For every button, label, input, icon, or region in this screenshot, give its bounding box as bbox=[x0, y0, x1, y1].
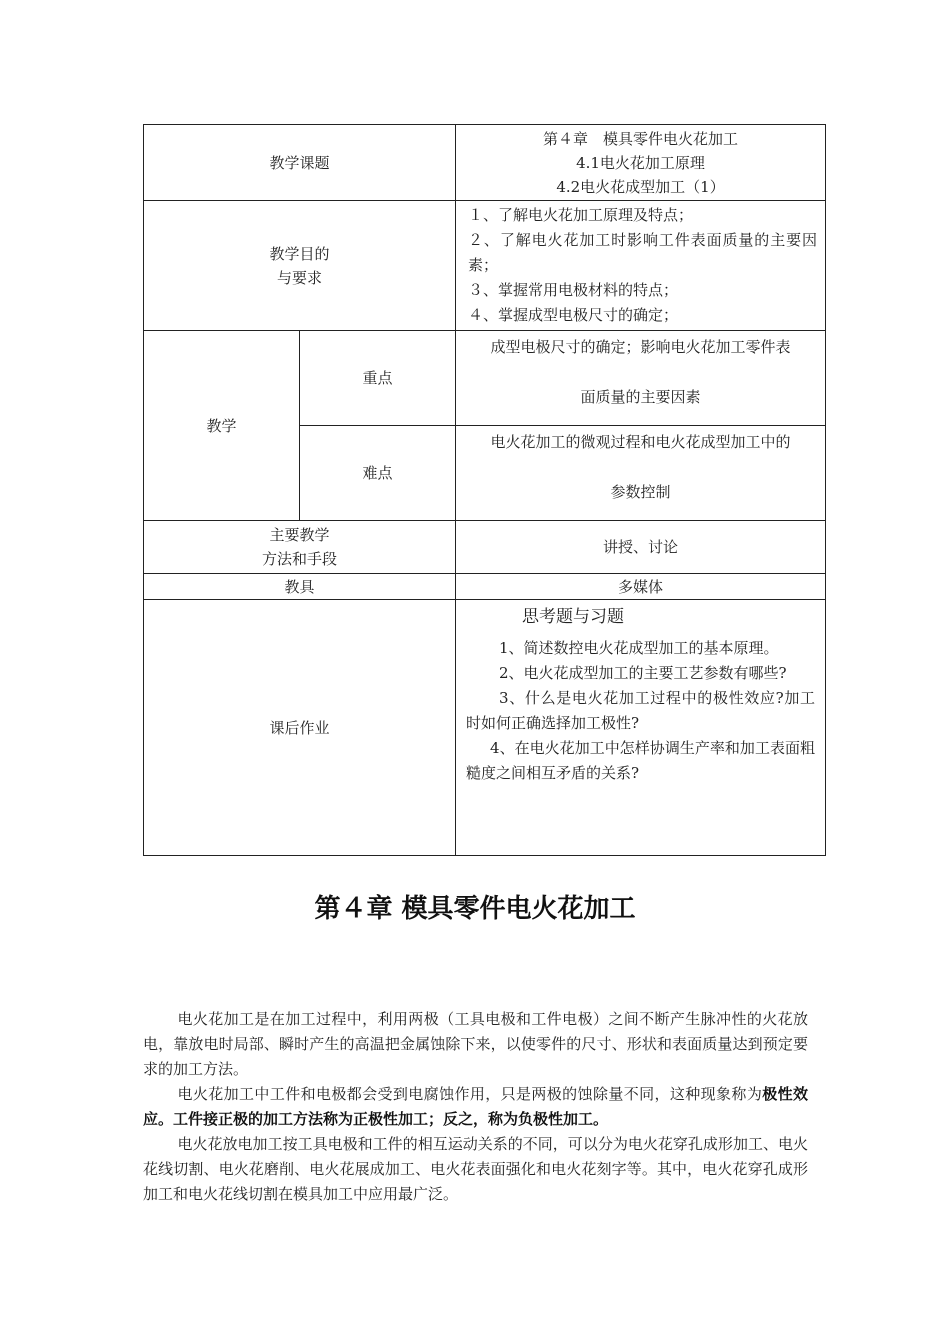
difficult-label: 难点 bbox=[300, 426, 456, 521]
goal-item: ４、掌握成型电极尺寸的确定； bbox=[468, 306, 679, 324]
topic-line: 第４章 模具零件电火花加工 bbox=[543, 129, 739, 148]
tools-row bbox=[144, 574, 826, 600]
homework-item: 4、在电火花加工中怎样协调生产率和加工表面粗糙度之间相互矛盾的关系? bbox=[466, 739, 816, 782]
method-row bbox=[144, 521, 826, 574]
homework-item: 3、什么是电火花加工过程中的极性效应?加工时如何正确选择加工极性? bbox=[466, 689, 816, 732]
polarity-definition: 极性效应。工件接正极的加工方法称为正极性加工；反之，称为负极性加工。 bbox=[143, 1085, 808, 1128]
teaching-label: 教学 bbox=[144, 331, 300, 521]
tools-label: 教具 bbox=[144, 574, 456, 600]
method-label-line: 主要教学 bbox=[269, 526, 330, 544]
difficult-value bbox=[456, 426, 826, 521]
chapter-title: 第４章 模具零件电火花加工 bbox=[314, 894, 636, 924]
topic-value bbox=[456, 125, 826, 201]
difficult-line: 电火花加工的微观过程和电火花成型加工中的 bbox=[490, 433, 791, 451]
goals-label-line: 教学目的 bbox=[269, 244, 330, 263]
key-value bbox=[456, 331, 826, 426]
goal-item: ３、掌握常用电极材料的特点； bbox=[468, 281, 679, 299]
tools-value: 多媒体 bbox=[456, 574, 826, 600]
topic-line: 4.2电火花成型加工（1） bbox=[556, 177, 725, 196]
chapter-body bbox=[143, 1007, 808, 1207]
topic-label: 教学课题 bbox=[144, 125, 456, 201]
lesson-plan-table bbox=[143, 124, 826, 856]
topic-row bbox=[144, 125, 826, 201]
topic-line: 4.1电火花加工原理 bbox=[576, 153, 705, 172]
homework-item: 2、电火花成型加工的主要工艺参数有哪些? bbox=[499, 664, 787, 682]
method-value: 讲授、讨论 bbox=[456, 521, 826, 574]
method-label bbox=[144, 521, 456, 574]
paragraph: 电火花放电加工按工具电极和工件的相互运动关系的不同，可以分为电火花穿孔成形加工、电火花线切割、电火花磨削、电火花展成加工、电火花表面强化和电火花刻字等。其中，电火花穿孔成形加工和电火花线切割在模具加工中应用最广泛。 bbox=[143, 1135, 808, 1203]
paragraph: 电火花加工是在加工过程中，利用两极（工具电极和工件电极）之间不断产生脉冲性的火花放电，靠放电时局部、瞬时产生的高温把金属蚀除下来，以使零件的尺寸、形状和表面质量达到预定要求的加工方法。 bbox=[143, 1010, 808, 1078]
paragraph bbox=[143, 1082, 808, 1132]
goal-item: ２、了解电火花加工时影响工件表面质量的主要因素； bbox=[468, 231, 818, 274]
method-label-line: 方法和手段 bbox=[262, 550, 338, 568]
goals-label-line: 与要求 bbox=[277, 268, 323, 287]
goals-list bbox=[456, 201, 826, 331]
homework-item: 1、简述数控电火花成型加工的基本原理。 bbox=[499, 639, 779, 657]
key-label: 重点 bbox=[300, 331, 456, 426]
goal-item: １、了解电火花加工原理及特点； bbox=[468, 206, 694, 224]
homework-title: 思考题与习题 bbox=[522, 607, 625, 627]
key-line: 面质量的主要因素 bbox=[580, 388, 701, 406]
key-row bbox=[144, 331, 826, 426]
difficult-line: 参数控制 bbox=[610, 483, 671, 501]
goals-row bbox=[144, 201, 826, 331]
homework-content bbox=[456, 600, 826, 856]
homework-row bbox=[144, 600, 826, 856]
paragraph-text: 电火花加工中工件和电极都会受到电腐蚀作用，只是两极的蚀除量不同，这种现象称为 bbox=[177, 1085, 763, 1103]
goals-label bbox=[144, 201, 456, 331]
homework-label: 课后作业 bbox=[144, 600, 456, 856]
key-line: 成型电极尺寸的确定；影响电火花加工零件表 bbox=[490, 338, 791, 356]
